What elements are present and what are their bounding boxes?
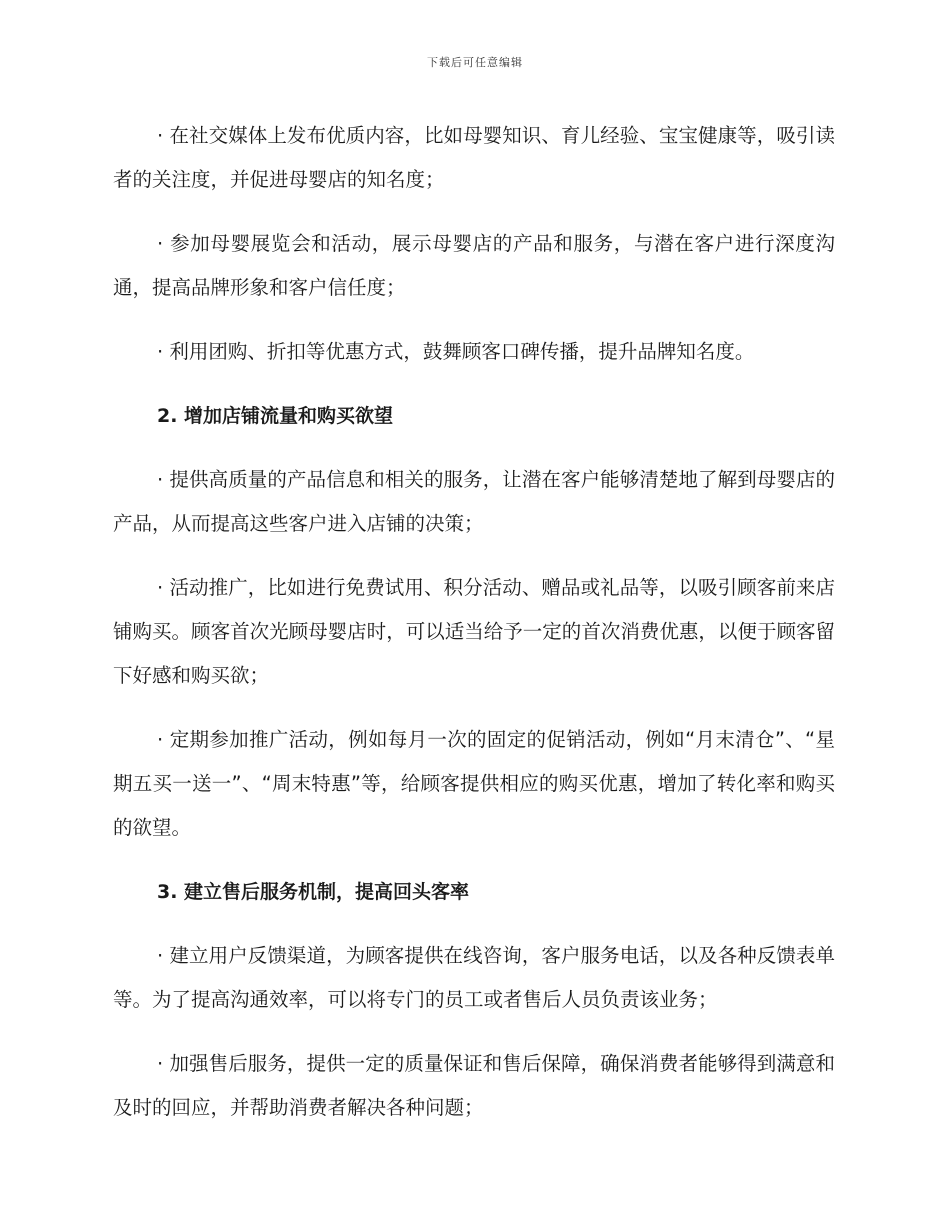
page-header: 下载后可任意编辑 xyxy=(427,56,523,69)
document-body xyxy=(113,114,835,1150)
section-heading: 3. 建立售后服务机制，提高回头客率 xyxy=(157,881,470,903)
bullet-paragraph: · 定期参加推广活动，例如每月一次的固定的促销活动，例如“月末清仓”、“星期五买一送一”、“周末特惠”等，给顾客提供相应的购买优惠，增加了转化率和购买的欲望。 xyxy=(113,728,835,839)
bullet-paragraph: · 活动推广，比如进行免费试用、积分活动、赠品或礼品等，以吸引顾客前来店铺购买。顾客首次光顾母婴店时，可以适当给予一定的首次消费优惠，以便于顾客留下好感和购买欲； xyxy=(113,576,835,687)
section-heading: 2. 增加店铺流量和购买欲望 xyxy=(157,405,394,427)
bullet-paragraph: · 参加母婴展览会和活动，展示母婴店的产品和服务，与潜在客户进行深度沟通，提高品牌形象和客户信任度； xyxy=(113,232,835,299)
bullet-paragraph: · 提供高质量的产品信息和相关的服务，让潜在客户能够清楚地了解到母婴店的产品，从而提高这些客户进入店铺的决策； xyxy=(113,468,835,535)
bullet-paragraph: · 利用团购、折扣等优惠方式，鼓舞顾客口碑传播，提升品牌知名度。 xyxy=(157,340,755,363)
bullet-paragraph: · 建立用户反馈渠道，为顾客提供在线咨询，客户服务电话，以及各种反馈表单等。为了提高沟通效率，可以将专门的员工或者售后人员负责该业务； xyxy=(113,944,835,1011)
bullet-paragraph: · 加强售后服务，提供一定的质量保证和售后保障，确保消费者能够得到满意和及时的回应，并帮助消费者解决各种问题； xyxy=(113,1052,835,1119)
bullet-paragraph: · 在社交媒体上发布优质内容，比如母婴知识、育儿经验、宝宝健康等，吸引读者的关注度，并促进母婴店的知名度； xyxy=(113,124,835,191)
